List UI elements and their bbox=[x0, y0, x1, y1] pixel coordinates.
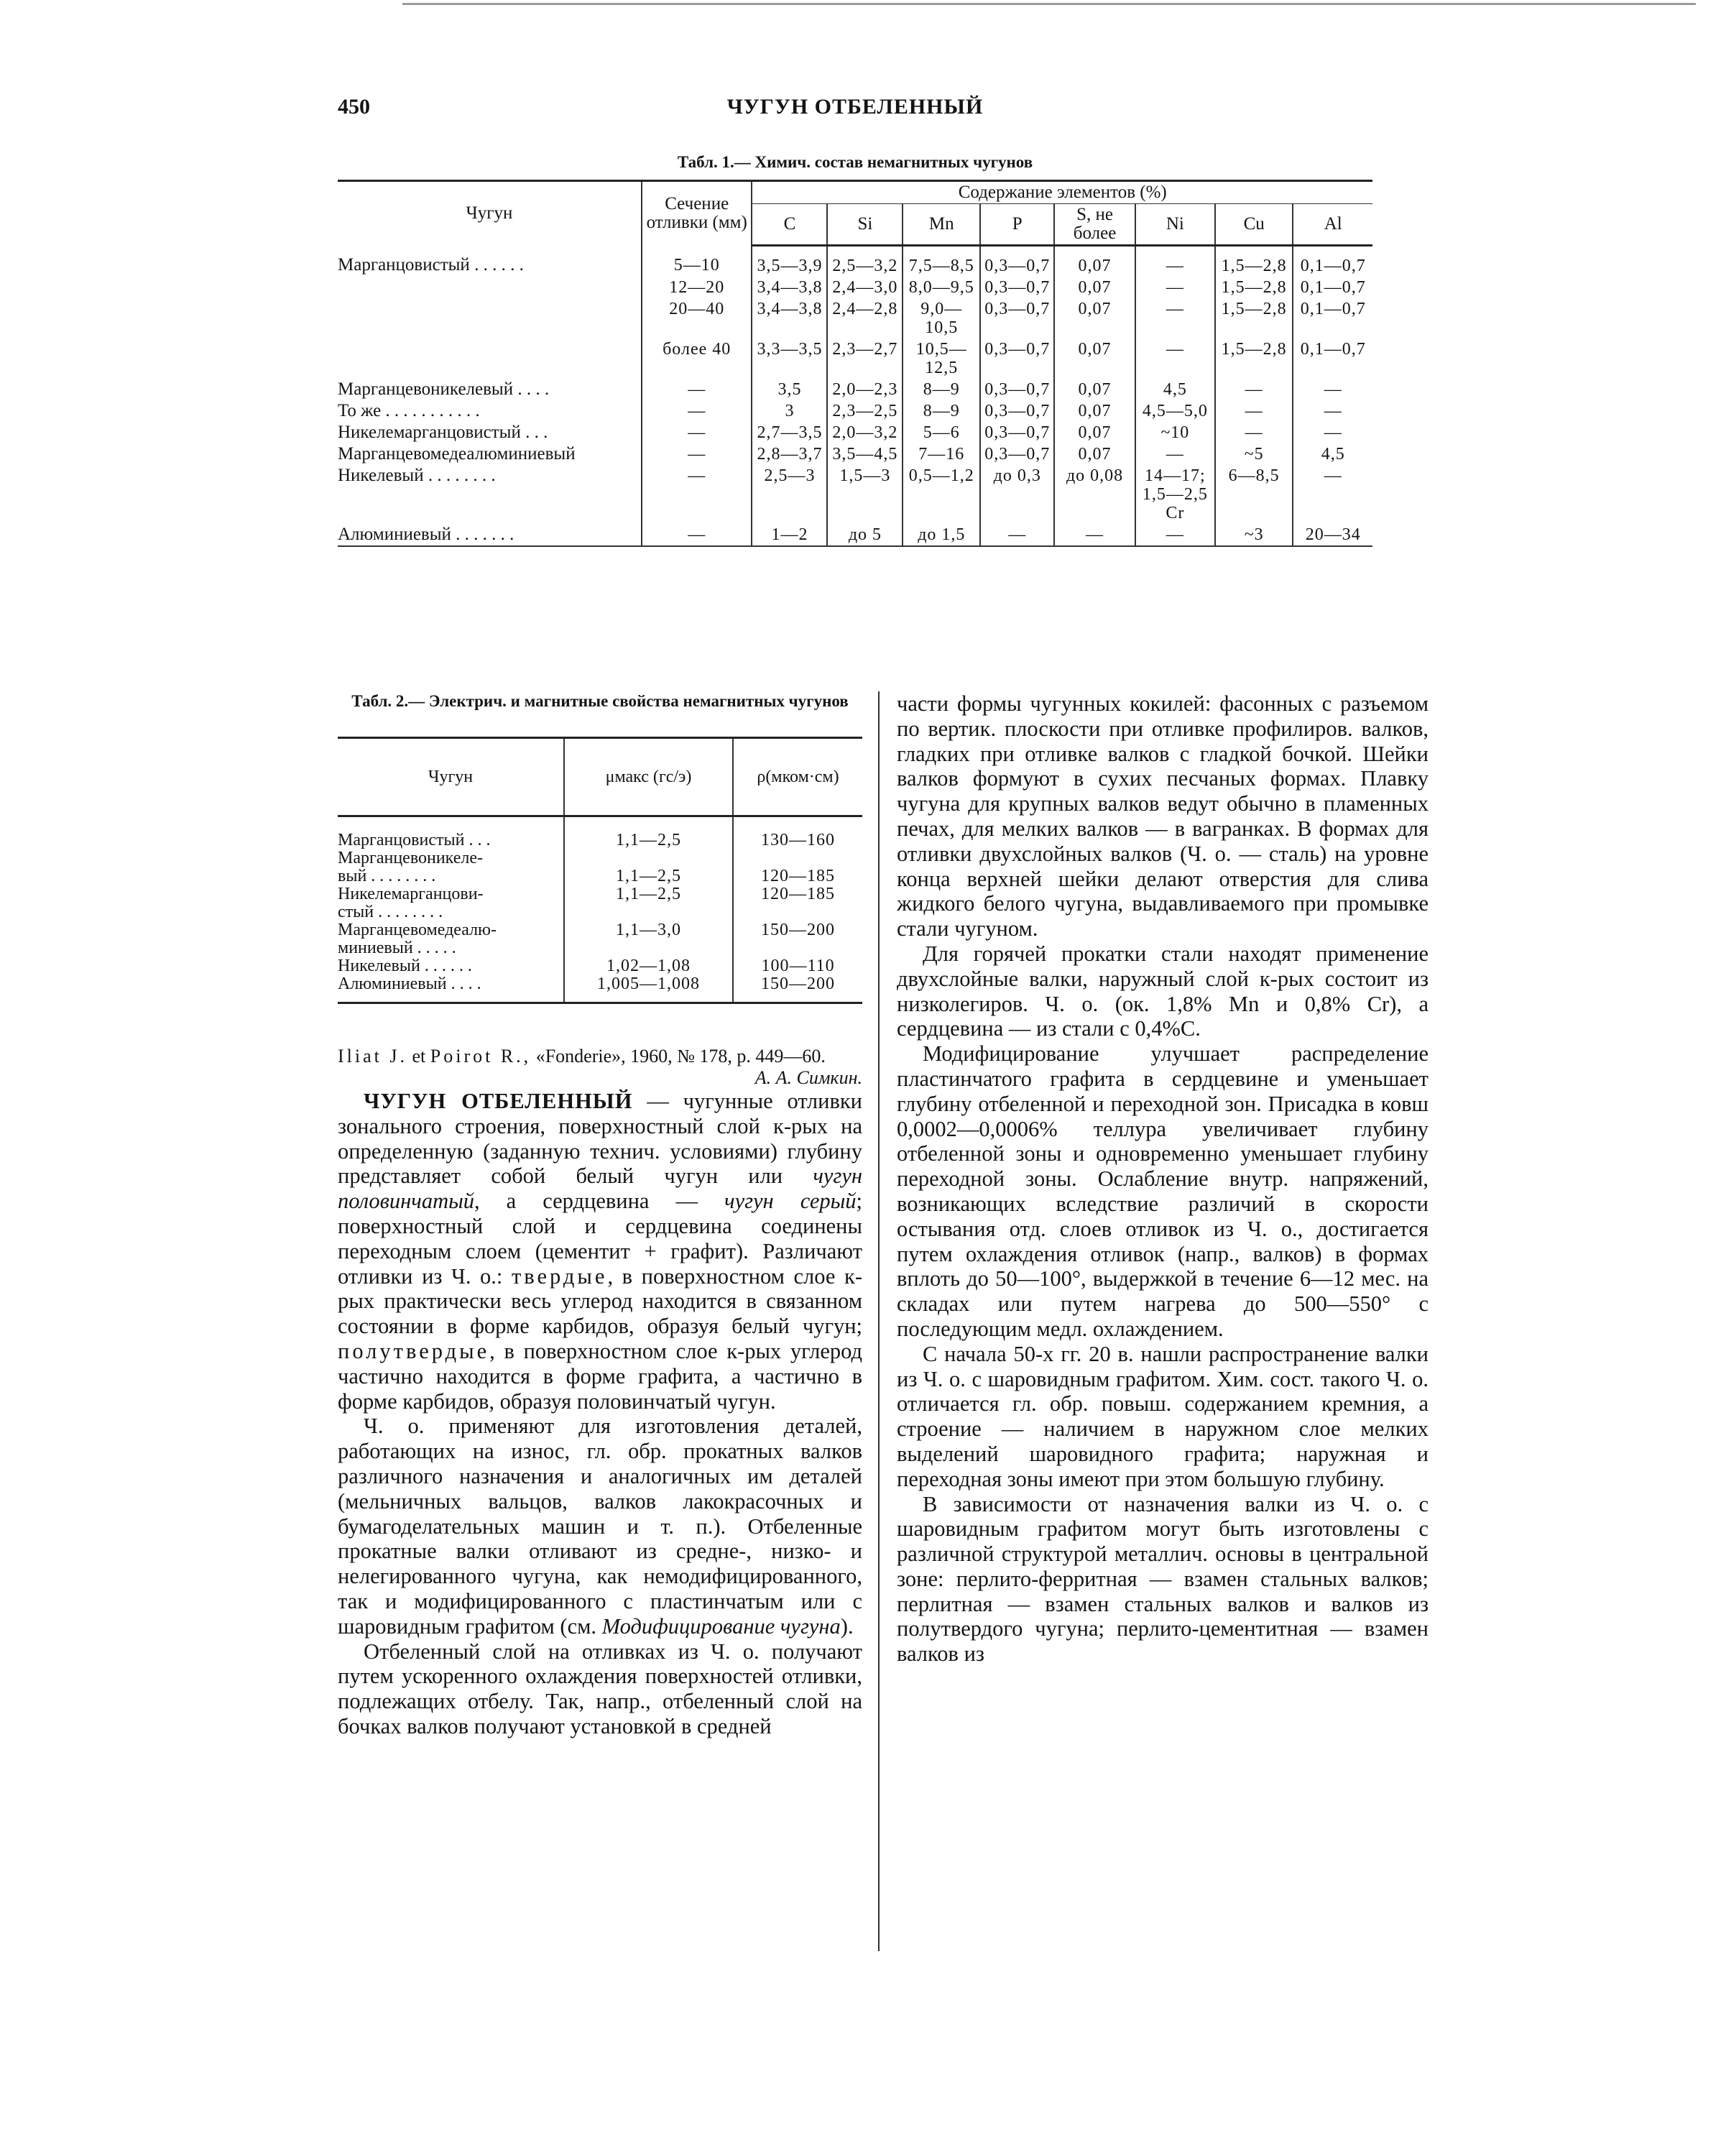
table-row bbox=[338, 524, 1372, 546]
table1-cell-ni: 14—17; 1,5—2,5 Cr bbox=[1135, 465, 1215, 524]
table1-cell-mn: 8—9 bbox=[903, 400, 980, 422]
ref-author1: Iliat J. bbox=[338, 1046, 407, 1067]
table1-cell-cu: 1,5—2,8 bbox=[1215, 246, 1293, 277]
table1-cell-c: 3 bbox=[752, 400, 827, 422]
table1-cell-mn: 9,0—10,5 bbox=[903, 298, 980, 338]
table2-cell-name: Никелемарганцови- стый . . . . . . . . bbox=[338, 885, 484, 921]
table1-cell-p: — bbox=[980, 524, 1054, 546]
table1-cell-si: до 5 bbox=[827, 524, 903, 546]
table1-cell-al: — bbox=[1293, 422, 1372, 443]
table1-cell-p: до 0,3 bbox=[980, 465, 1054, 524]
table-row bbox=[338, 422, 1372, 443]
table1-cell-name bbox=[338, 338, 642, 379]
table1-cell-c: 3,4—3,8 bbox=[752, 298, 827, 338]
table-row bbox=[338, 277, 1372, 298]
table2-header-rho: ρ(мком·см) bbox=[733, 738, 862, 816]
ref-source: «Fonderie», 1960, № 178, p. 449—60. bbox=[535, 1046, 826, 1067]
table2-cell-mu: 1,1—2,5 bbox=[564, 816, 733, 850]
p1-spaced-1: твердые bbox=[511, 1263, 608, 1289]
table1-cell-c: 3,4—3,8 bbox=[752, 277, 827, 298]
table1-cell-section: 12—20 bbox=[642, 277, 752, 298]
table1-cell-al: 0,1—0,7 bbox=[1293, 246, 1372, 277]
table2-body bbox=[338, 816, 862, 1003]
table-row bbox=[338, 379, 1372, 400]
table2-header-cast-iron: Чугун bbox=[338, 738, 564, 816]
table1-cell-cu: 1,5—2,8 bbox=[1215, 298, 1293, 338]
p1-text-d: , в поверхностном слое к-рых практически весь углерод находится в связанном состоянии в форме карбидов, образуя белый чугун; bbox=[338, 1263, 862, 1339]
table1-cell-name: То же . . . . . . . . . . . bbox=[338, 401, 480, 420]
table2-cell-name: Марганцевомедеалю- миниевый . . . . . bbox=[338, 921, 497, 957]
table1-cell-c: 2,5—3 bbox=[752, 465, 827, 524]
table-row bbox=[338, 246, 1372, 277]
table1-cell-s: 0,07 bbox=[1054, 400, 1135, 422]
table1-cell-cu: 1,5—2,8 bbox=[1215, 338, 1293, 379]
author-signature: А. А. Симкин. bbox=[754, 1067, 862, 1088]
table1 bbox=[338, 180, 1372, 547]
table1-cell-si: 2,0—2,3 bbox=[827, 379, 903, 400]
article-paragraph-8: В зависимости от назначения валки из Ч. о. с шаровидным графитом могут быть изготовлены с различной структурой металлич. основы в центральной зоне: перлито-ферритная — взамен стальных валков; перлитная — взамен стальных валков и валков из полутвердого чугуна; перлито-цементитная — взамен валков из bbox=[897, 1491, 1429, 1667]
table1-cell-p: 0,3—0,7 bbox=[980, 246, 1054, 277]
table1-header-section: Сечение отливки (мм) bbox=[642, 181, 752, 246]
table2-cell-mu: 1,005—1,008 bbox=[564, 975, 733, 1003]
table2-caption-text: Электрич. и магнитные свойства немагнитных чугунов bbox=[428, 692, 849, 710]
column-divider bbox=[878, 691, 880, 1951]
table1-header-ni: Ni bbox=[1135, 204, 1215, 246]
table1-cell-al: 4,5 bbox=[1293, 443, 1372, 465]
table1-cell-si: 1,5—3 bbox=[827, 465, 903, 524]
table1-cell-cu: ~3 bbox=[1215, 524, 1293, 546]
table1-cell-si: 2,4—2,8 bbox=[827, 298, 903, 338]
table1-cell-section: более 40 bbox=[642, 338, 752, 379]
table-row bbox=[338, 921, 862, 957]
table1-cell-si: 2,5—3,2 bbox=[827, 246, 903, 277]
table1-cell-mn: 8—9 bbox=[903, 379, 980, 400]
table1-cell-section: — bbox=[642, 400, 752, 422]
table1-cell-c: 3,5—3,9 bbox=[752, 246, 827, 277]
table1-cell-name: Никелевый . . . . . . . . bbox=[338, 466, 496, 485]
table1-cell-al: — bbox=[1293, 465, 1372, 524]
table1-cell-c: 3,3—3,5 bbox=[752, 338, 827, 379]
table1-cell-section: — bbox=[642, 379, 752, 400]
table2-cell-rho: 100—110 bbox=[733, 957, 862, 975]
p1-text-e: , в поверхностном слое к-рых углерод частично находится в форме графита, а частично в форме карбидов, образуя половинчатый чугун. bbox=[338, 1338, 862, 1414]
table2-cell-rho: 130—160 bbox=[733, 816, 862, 850]
table1-cell-c: 2,8—3,7 bbox=[752, 443, 827, 465]
headword: ЧУГУН ОТБЕЛЕННЫЙ bbox=[364, 1089, 633, 1113]
table1-cell-p: 0,3—0,7 bbox=[980, 443, 1054, 465]
table-row bbox=[338, 465, 1372, 524]
table1-cell-si: 2,0—3,2 bbox=[827, 422, 903, 443]
table1-caption-text: Химич. состав немагнитных чугунов bbox=[754, 153, 1033, 171]
table1-cell-c: 1—2 bbox=[752, 524, 827, 546]
table1-cell-p: 0,3—0,7 bbox=[980, 379, 1054, 400]
table1-cell-c: 2,7—3,5 bbox=[752, 422, 827, 443]
table1-cell-mn: 0,5—1,2 bbox=[903, 465, 980, 524]
table1-cell-p: 0,3—0,7 bbox=[980, 422, 1054, 443]
p2-text-a: Ч. о. применяют для изготовления деталей, работающих на износ, гл. обр. прокатных валков различного назначения и аналогичных им деталей (мельничных вальцов, валков лакокрасочных и бумагоделательных машин и т. п.). Отбеленные прокатные валки отливают из средне-, низко- и нелегированного чугуна, как немодифицированного, так и модифицированного с пластинчатым или с шаровидным графитом (см. bbox=[338, 1414, 862, 1639]
table1-cell-s: 0,07 bbox=[1054, 443, 1135, 465]
table1-cell-name: Марганцевомедеалюминиевый bbox=[338, 444, 576, 464]
table1-cell-si: 2,3—2,7 bbox=[827, 338, 903, 379]
table2-cell-mu: 1,1—3,0 bbox=[564, 921, 733, 957]
table1-cell-al: 0,1—0,7 bbox=[1293, 338, 1372, 379]
p1-text-b: , а сердцевина — bbox=[474, 1189, 725, 1214]
table1-cell-mn: до 1,5 bbox=[903, 524, 980, 546]
table1-cell-name bbox=[338, 298, 642, 338]
table1-header-c: C bbox=[752, 204, 827, 246]
article-paragraph-2 bbox=[338, 1414, 862, 1639]
table1-cell-al: — bbox=[1293, 400, 1372, 422]
table1-body bbox=[338, 246, 1372, 547]
table1-header-al: Al bbox=[1293, 204, 1372, 246]
table-row bbox=[338, 816, 862, 850]
table1-cell-cu: — bbox=[1215, 422, 1293, 443]
table1-cell-s: 0,07 bbox=[1054, 422, 1135, 443]
table1-header-content: Содержание элементов (%) bbox=[752, 181, 1372, 204]
table1-cell-ni: — bbox=[1135, 443, 1215, 465]
table1-cell-ni: 4,5—5,0 bbox=[1135, 400, 1215, 422]
table1-cell-ni: — bbox=[1135, 277, 1215, 298]
table-row bbox=[338, 849, 862, 885]
table1-cell-s: 0,07 bbox=[1054, 246, 1135, 277]
table1-cell-si: 2,3—2,5 bbox=[827, 400, 903, 422]
table2-cell-name: Алюминиевый . . . . bbox=[338, 975, 564, 1003]
table1-header-cast-iron: Чугун bbox=[338, 181, 642, 246]
table1-header-p: P bbox=[980, 204, 1054, 246]
table1-cell-section: — bbox=[642, 422, 752, 443]
table1-cell-mn: 5—6 bbox=[903, 422, 980, 443]
table2-header-mu: μмакс (гс/э) bbox=[564, 738, 733, 816]
table2-cell-rho: 150—200 bbox=[733, 975, 862, 1003]
table1-cell-mn: 10,5—12,5 bbox=[903, 338, 980, 379]
table1-caption-prefix: Табл. 1.— bbox=[677, 153, 751, 171]
table1-cell-ni: — bbox=[1135, 524, 1215, 546]
table1-cell-cu: ~5 bbox=[1215, 443, 1293, 465]
ref-author2: Poirot R., bbox=[430, 1046, 532, 1067]
table-row bbox=[338, 957, 862, 975]
table2-cell-rho: 150—200 bbox=[733, 921, 862, 957]
table1-cell-cu: — bbox=[1215, 379, 1293, 400]
table1-cell-mn: 7,5—8,5 bbox=[903, 246, 980, 277]
table1-cell-section: — bbox=[642, 524, 752, 546]
table1-cell-p: 0,3—0,7 bbox=[980, 277, 1054, 298]
p1-italic-2: чугун серый bbox=[724, 1189, 857, 1214]
table2-cell-name: Никелевый . . . . . . bbox=[338, 957, 472, 975]
p2-italic: Модифицирование чугуна bbox=[601, 1613, 841, 1639]
table2-caption bbox=[338, 691, 862, 711]
table2-cell-rho: 120—185 bbox=[733, 849, 862, 885]
table1-header-si: Si bbox=[827, 204, 903, 246]
table1-cell-name bbox=[338, 277, 642, 298]
table-row bbox=[338, 298, 1372, 338]
article-paragraph-6: Модифицирование улучшает распределение пластинчатого графита в сердцевине и уменьшает глубину отбеленной и переходной зон. Присадка в ковш 0,0002—0,0006% теллура увеличивает глубину отбеленной зоны и одновременно уменьшает глубину переходной зоны. Ослабление внутр. напряжений, возникающих вследствие различий в скорости остывания отд. слоев отливок из Ч. о., достигается путем охлаждения отливок (напр., валков) в формах вплоть до 50—100°, выдержкой в течение 6—12 мес. на складах или путем нагрева до 500—550° с последующим медл. охлаждением. bbox=[897, 1041, 1429, 1341]
table2-cell-name: Марганцевоникеле- вый . . . . . . . . bbox=[338, 849, 484, 885]
table1-cell-ni: 4,5 bbox=[1135, 379, 1215, 400]
page-header bbox=[338, 95, 1372, 126]
table1-cell-cu: — bbox=[1215, 400, 1293, 422]
table1-cell-s: 0,07 bbox=[1054, 298, 1135, 338]
table1-header-cu: Cu bbox=[1215, 204, 1293, 246]
table-row bbox=[338, 975, 862, 1003]
table1-header-s: S, не более bbox=[1054, 204, 1135, 246]
table1-cell-name: Марганцовистый . . . . . . bbox=[338, 254, 524, 275]
running-title: ЧУГУН ОТБЕЛЕННЫЙ bbox=[726, 95, 984, 119]
article-paragraph-4: части формы чугунных кокилей: фасонных с разъемом по вертик. плоскости при отливке профилиров. валков, гладких при отливке валков с гладкой бочкой. Шейки валков формуют в сухих песчаных формах. Плавку чугуна для крупных валков ведут обычно в пламенных печах, для мелких валков — в вагранках. В формах для отливки двухслойных валков (Ч. о. — сталь) на уровне конца верхней шейки делают отверстия для слива жидкого белого чугуна, выдавливаемого при промывке стали чугуном. bbox=[897, 691, 1429, 941]
ref-et: et bbox=[412, 1046, 426, 1067]
p2-text-b: ). bbox=[840, 1613, 854, 1639]
table1-cell-p: 0,3—0,7 bbox=[980, 298, 1054, 338]
table2-cell-rho: 120—185 bbox=[733, 885, 862, 921]
table2-cell-mu: 1,1—2,5 bbox=[564, 849, 733, 885]
table1-cell-ni: — bbox=[1135, 298, 1215, 338]
table1-cell-s: — bbox=[1054, 524, 1135, 546]
table1-cell-s: 0,07 bbox=[1054, 379, 1135, 400]
scan-top-line bbox=[402, 3, 1696, 5]
table1-cell-p: 0,3—0,7 bbox=[980, 338, 1054, 379]
article-paragraph-5: Для горячей прокатки стали находят применение двухслойные валки, наружный слой к-рых состоит из низколегиров. Ч. о. (ок. 1,8% Mn и 0,8% Cr), а сердцевина — из стали с 0,4%C. bbox=[897, 941, 1429, 1041]
left-column bbox=[338, 1046, 862, 1739]
table1-cell-section: — bbox=[642, 443, 752, 465]
page-number: 450 bbox=[338, 95, 370, 119]
table1-cell-si: 3,5—4,5 bbox=[827, 443, 903, 465]
table1-cell-section: — bbox=[642, 465, 752, 524]
table1-cell-name: Алюминиевый . . . . . . . bbox=[338, 524, 642, 546]
table1-cell-section: 20—40 bbox=[642, 298, 752, 338]
table1-cell-al: 0,1—0,7 bbox=[1293, 298, 1372, 338]
article-paragraph-3: Отбеленный слой на отливках из Ч. о. получают путем ускоренного охлаждения поверхностей отливки, подлежащих отбелу. Так, напр., отбеленный слой на бочках валков получают установкой в средней bbox=[338, 1639, 862, 1738]
table1-cell-ni: — bbox=[1135, 246, 1215, 277]
table-row bbox=[338, 338, 1372, 379]
table2 bbox=[338, 737, 862, 1004]
reference bbox=[338, 1046, 862, 1067]
table1-cell-al: — bbox=[1293, 379, 1372, 400]
table2-cell-mu: 1,02—1,08 bbox=[564, 957, 733, 975]
table2-cell-name: Марганцовистый . . . bbox=[338, 831, 491, 849]
table1-cell-name: Никелемарганцовистый . . . bbox=[338, 423, 548, 442]
table2-caption-prefix: Табл. 2.— bbox=[351, 692, 425, 710]
table1-cell-ni: — bbox=[1135, 338, 1215, 379]
right-column bbox=[897, 691, 1429, 1667]
article-paragraph-1 bbox=[338, 1089, 862, 1414]
table1-cell-cu: 1,5—2,8 bbox=[1215, 277, 1293, 298]
table1-cell-s: 0,07 bbox=[1054, 338, 1135, 379]
table1-cell-p: 0,3—0,7 bbox=[980, 400, 1054, 422]
table-row bbox=[338, 443, 1372, 465]
table1-cell-mn: 8,0—9,5 bbox=[903, 277, 980, 298]
table1-header-mn: Mn bbox=[903, 204, 980, 246]
table1-caption bbox=[338, 152, 1372, 172]
table1-cell-al: 20—34 bbox=[1293, 524, 1372, 546]
table-row bbox=[338, 885, 862, 921]
p1-spaced-2: полутвердые bbox=[338, 1338, 490, 1363]
table1-cell-mn: 7—16 bbox=[903, 443, 980, 465]
p1-text-c: ; поверхностный слой и сердцевина соединены переходным слоем (цементит + графит). Различают отливки из Ч. о.: bbox=[338, 1189, 863, 1289]
table1-cell-section: 5—10 bbox=[642, 246, 752, 277]
table1-cell-al: 0,1—0,7 bbox=[1293, 277, 1372, 298]
article-paragraph-7: С начала 50-х гг. 20 в. нашли распространение валки из Ч. о. с шаровидным графитом. Хим. сост. такого Ч. о. отличается гл. обр. повыш. содержанием кремния, а строение — наличием в наружном слое мелких выделений шаровидного графита; наружная и переходная зоны имеют при этом большую глубину. bbox=[897, 1341, 1429, 1491]
table1-cell-c: 3,5 bbox=[752, 379, 827, 400]
table1-cell-s: до 0,08 bbox=[1054, 465, 1135, 524]
table-row bbox=[338, 400, 1372, 422]
table1-cell-si: 2,4—3,0 bbox=[827, 277, 903, 298]
table1-cell-ni: ~10 bbox=[1135, 422, 1215, 443]
p1-italic-1: чугун половинчатый bbox=[338, 1164, 862, 1214]
table2-cell-mu: 1,1—2,5 bbox=[564, 885, 733, 921]
p1-text-a: — чугунные отливки зонального строения, поверхностный слой к-рых на определенную (заданную технич. условиями) глубину представляет собой белый чугун или bbox=[338, 1089, 862, 1189]
table1-cell-cu: 6—8,5 bbox=[1215, 465, 1293, 524]
table1-cell-s: 0,07 bbox=[1054, 277, 1135, 298]
table1-cell-name: Марганцевоникелевый . . . . bbox=[338, 379, 550, 399]
